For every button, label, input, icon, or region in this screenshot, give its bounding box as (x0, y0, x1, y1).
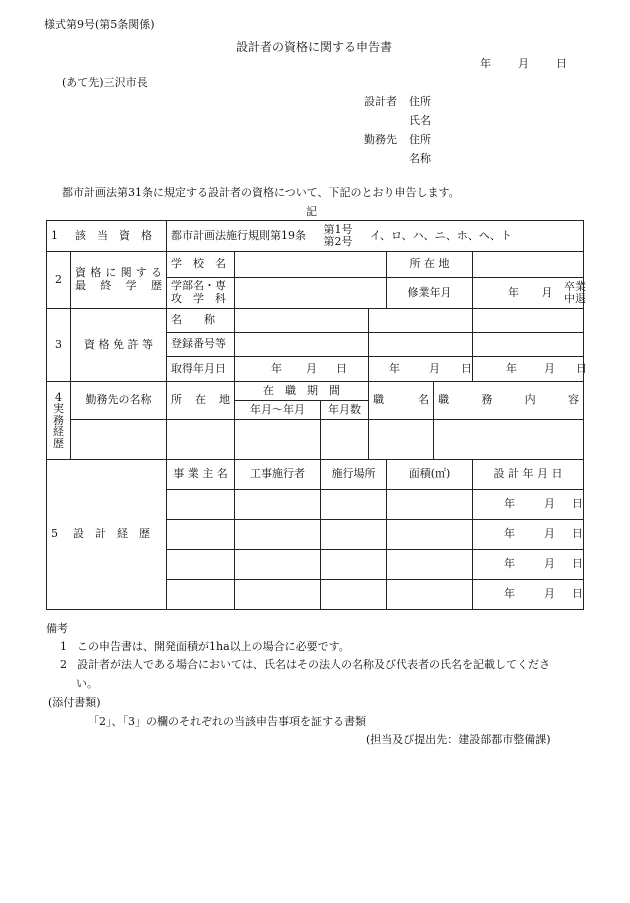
period-range-value[interactable] (235, 420, 321, 460)
area-label: 面積(㎡) (387, 460, 473, 490)
registration-2[interactable] (369, 333, 473, 357)
workplace-name-label: 名称 (409, 152, 431, 165)
employer-location-label: 所 在 地 (167, 382, 235, 420)
contractor-label: 工事施行者 (235, 460, 321, 490)
employer-value[interactable] (71, 420, 167, 460)
qualification-options: イ、ロ、ハ、ニ、ホ、ヘ、ト (370, 229, 512, 242)
attachments-title: (添付書類) (48, 696, 101, 709)
position-label: 職 名 (369, 382, 434, 420)
design-row: 年 月 日 (47, 580, 584, 610)
education-no: 2 (47, 252, 71, 309)
row-qualification (47, 221, 584, 252)
license-name-3[interactable] (473, 309, 584, 333)
rule-reference: 都市計画法施行規則第19条 (171, 229, 306, 242)
withdrawn-option: 中退 (564, 292, 586, 305)
qualification-header: 1 該 当 資 格 (47, 221, 167, 252)
acquired-label: 取得年月日 (167, 357, 235, 382)
graduation-value: 年 月 卒業 中退 (473, 278, 584, 309)
design-date-label: 設 計 年 月 日 (473, 460, 584, 490)
education-header: 資格に関する 最 終 学 歴 (71, 252, 167, 309)
registration-label: 登録番号等 (167, 333, 235, 357)
school-label: 学 校 名 (167, 252, 235, 278)
client-label: 事 業 主 名 (167, 460, 235, 490)
design-row: 年 月 日 (47, 550, 584, 580)
acquired-date-3: 年 月 日 (473, 357, 584, 382)
duties-label: 職 務 内 容 (434, 382, 584, 420)
period-count-value[interactable] (321, 420, 369, 460)
contact-info: (担当及び提出先：建設部都市整備課) (366, 733, 551, 746)
experience-header: 4 実務経歴 (47, 382, 71, 460)
graduated-option: 卒業 (564, 279, 586, 293)
designer-name-label: 氏名 (409, 114, 431, 127)
registration-3[interactable] (473, 333, 584, 357)
period-range-label: 年月～年月 (235, 401, 321, 420)
addressee: (あて先)三沢市長 (62, 76, 148, 89)
position-value[interactable] (369, 420, 434, 460)
license-name-2[interactable] (369, 309, 473, 333)
school-value[interactable] (235, 252, 387, 278)
date-month: 月 (518, 57, 529, 70)
location-label: 所 在 地 (387, 252, 473, 278)
notes-title: 備考 (46, 622, 68, 635)
duties-value[interactable] (434, 420, 584, 460)
ki-marker: 記 (306, 205, 317, 218)
form-number: 様式第9号(第5条関係) (44, 18, 155, 31)
item-1: 第1号 (323, 222, 353, 236)
note-1: 1 この申告書は、開発面積が1ha以上の場合に必要です。 (60, 640, 350, 653)
department-value[interactable] (235, 278, 387, 309)
license-no: 3 (47, 309, 71, 382)
workplace-address-label: 住所 (409, 133, 431, 146)
employment-period-label: 在 職 期 間 (235, 382, 369, 401)
date-day: 日 (556, 57, 567, 70)
site-label: 施行場所 (321, 460, 387, 490)
intro-text: 都市計画法第31条に規定する設計者の資格について、下記のとおり申告します。 (62, 186, 460, 199)
period-count-label: 年月数 (321, 401, 369, 420)
qualification-cell (167, 221, 584, 252)
note-2-continued: い。 (76, 677, 98, 690)
designer-address-label: 住所 (409, 95, 431, 108)
design-row: 年 月 日 (47, 490, 584, 520)
attachments-text: 「2」、「3」の欄のそれぞれの当該申告事項を証する書類 (88, 715, 366, 728)
location-value[interactable] (473, 252, 584, 278)
date-year: 年 (480, 57, 491, 70)
graduation-label: 修業年月 (387, 278, 473, 309)
designer-label: 設計者 (364, 95, 397, 108)
item-2: 第2号 (323, 235, 353, 248)
acquired-date-1: 年 月 日 (235, 357, 369, 382)
design-history-header: 5 設 計 経 歴 (47, 460, 167, 610)
registration-1[interactable] (235, 333, 369, 357)
design-row: 年 月 日 (47, 520, 584, 550)
note-2: 2 設計者が法人である場合においては、氏名はその法人の名称及び代表者の氏名を記載してくださ (60, 658, 550, 671)
acquired-date-2: 年 月 日 (369, 357, 473, 382)
employer-location-value[interactable] (167, 420, 235, 460)
declaration-table (46, 220, 587, 610)
document-title: 設計者の資格に関する申告書 (236, 40, 393, 54)
department-label: 学部名・専 攻 学 科 (167, 278, 235, 309)
license-name-1[interactable] (235, 309, 369, 333)
employer-label: 勤務先の名称 (71, 382, 167, 420)
date-line (480, 57, 567, 70)
license-header: 資 格 免 許 等 (71, 309, 167, 382)
workplace-label: 勤務先 (364, 133, 397, 146)
license-name-label: 名 称 (167, 309, 235, 333)
